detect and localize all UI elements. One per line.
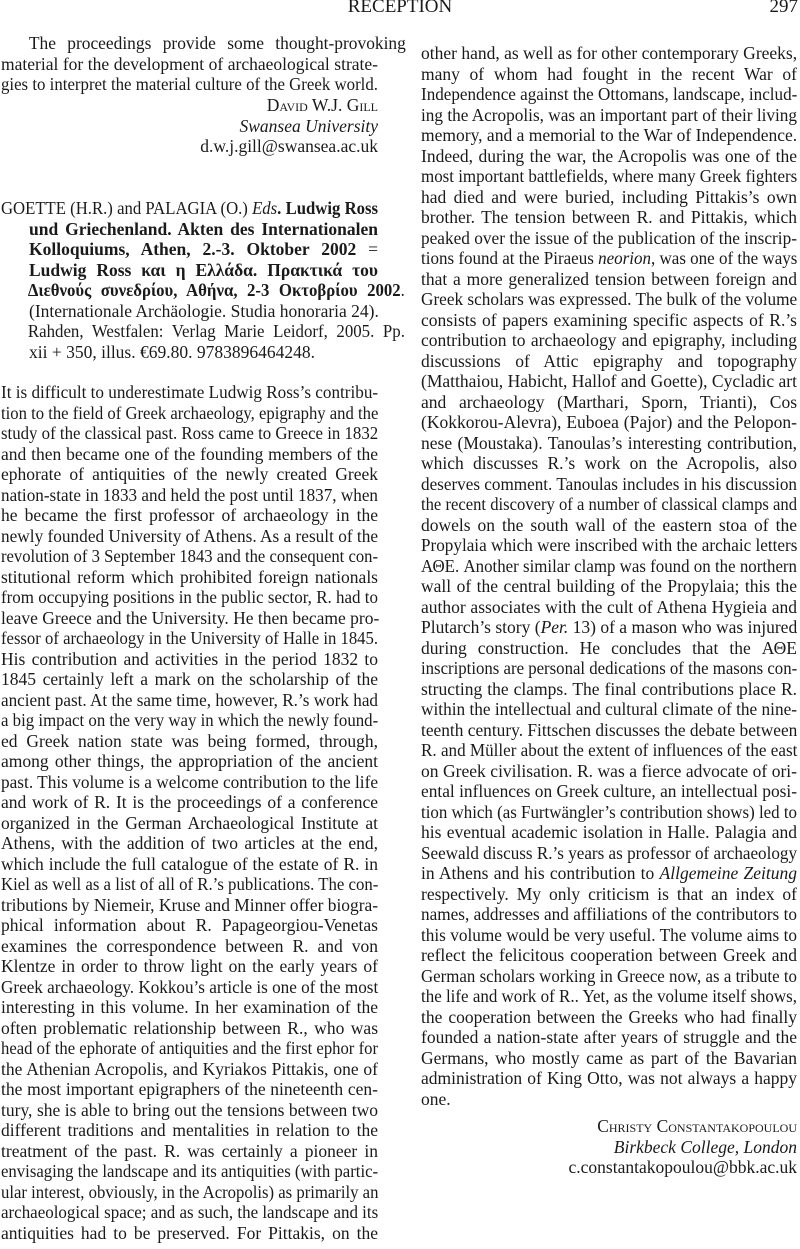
text-line: deserves comment. Tanoulas includes in his discussion	[421, 473, 797, 494]
text-segment: Kolloquiums, Athen, 2.-3. Oktober 2002	[29, 239, 357, 259]
text-line: (Matthaiou, Habicht, Hallof and Goette), Cycladic art	[421, 371, 797, 391]
text-segment: Ludwig Ross και η Ελλάδα. Πρακτικά του	[29, 259, 378, 280]
text-line	[1, 239, 378, 260]
text-line: newly founded University of Athens. As a result of the	[1, 525, 379, 546]
text-line: and then became one of the founding members of the	[1, 443, 378, 464]
text-line: the Athenian Acropolis, and Kyriakos Pittakis, one of	[1, 1058, 378, 1079]
text-line: interesting in this volume. In her examination of the	[1, 997, 378, 1017]
text-line	[421, 248, 797, 269]
text-line: the most important epigraphers of the nineteenth cen-	[1, 1079, 378, 1099]
text-line: reflect the felicitous cooperation between Greek and	[421, 945, 797, 965]
text-line: fessor of archaeology in the University of Halle in 1845.	[1, 628, 378, 648]
text-line: memory, and a memorial to the War of Independence.	[421, 125, 798, 145]
text-line: ing the Acropolis, was an important part of their living	[421, 104, 798, 125]
text-line: German scholars working in Greece now, as a tribute to	[421, 965, 797, 986]
text-line: Greek scholars was expressed. The bulk of the volume	[421, 289, 798, 309]
text-segment: =	[356, 239, 379, 259]
text-line: and archaeology (Marthari, Sporn, Trianti), Cos	[421, 391, 797, 412]
text-line: he became the first professor of archaeology in the	[1, 505, 378, 525]
text-line: The proceedings provide some thought-provoking	[28, 33, 406, 53]
text-segment: 13) of a mason who was injured	[568, 617, 798, 637]
text-line: discussions of Attic epigraphy and topography	[421, 350, 797, 371]
text-line: Independence against the Ottomans, landscape, includ-	[421, 84, 798, 104]
text-line: a big impact on the very way in which the newly found-	[1, 710, 379, 730]
text-line: peaked over the issue of the publication of the inscrip-	[421, 227, 797, 248]
reviewer-affiliation: Birkbeck College, London	[613, 1136, 797, 1157]
text-line: Athens, with the addition of two articles at the end,	[1, 833, 378, 853]
text-line: consists of papers examining specific aspects of R.’s	[421, 309, 797, 330]
text-segment: GOETTE (H.R.) and PALAGIA (O.)	[1, 198, 253, 218]
text-line: envisaging the landscape and its antiquities (with partic-	[1, 1161, 379, 1181]
text-line: one.	[421, 1088, 451, 1109]
text-line: tion which (as Furtwängler’s contribution shows) led to	[421, 801, 797, 822]
text-segment: . Ludwig Ross	[277, 198, 378, 218]
text-line: structing the clamps. The final contributions place R.	[421, 678, 797, 699]
text-segment: tions found at the Piraeus	[421, 248, 599, 268]
text-line: this volume would be very useful. The volume aims to	[421, 924, 797, 945]
text-line: most important battlefields, where many Greek fighters	[421, 166, 798, 186]
text-line: nation-state in 1833 and held the post until 1837, when	[1, 484, 378, 505]
review-signature-gill	[1, 95, 378, 157]
text-line: R. and Müller about the extent of influences of the east	[421, 740, 798, 760]
text-line: Klentze in order to throw light on the early years of	[1, 956, 378, 976]
text-line: many of whom had fought in the recent War of	[421, 63, 797, 84]
text-line: inscriptions are personal dedications of the masons con-	[421, 658, 798, 678]
reviewer-affiliation: Swansea University	[239, 115, 378, 136]
running-head: RECEPTION	[347, 0, 453, 17]
text-line: had died and were buried, including Pittakis’s own	[421, 186, 797, 207]
text-line: often problematic relationship between R., who was	[1, 1017, 378, 1038]
text-line: material for the development of archaeological strate-	[1, 53, 378, 74]
review-body-right-column	[421, 43, 797, 1109]
text-line	[421, 617, 797, 638]
text-segment: Per.	[540, 617, 569, 637]
text-line: which discusses R.’s work on the Acropolis, also	[421, 453, 797, 473]
text-line: Germans, who mostly came as part of the Bavarian	[421, 1047, 797, 1068]
text-line: Kiel as well as a list of all of R.’s publications. The con-	[1, 874, 379, 894]
text-line: founded a nation-state after years of struggle and the	[421, 1027, 797, 1047]
text-segment: Διεθνούς συνεδρίου, Αθήνα, 2-3 Οκτοβρίου 2002	[27, 280, 401, 300]
text-line: which include the full catalogue of the estate of R. in	[1, 853, 378, 874]
text-line	[1, 280, 405, 301]
text-line: on Greek civilisation. R. was a fierce advocate of ori-	[421, 760, 797, 781]
text-line	[1, 198, 378, 219]
text-line: ed Greek nation state was being formed, through,	[1, 730, 378, 751]
text-line: brother. The tension between R. and Pittakis, which	[421, 207, 797, 227]
text-line: during construction. He concludes that the ΑΘΕ	[421, 637, 797, 658]
text-line: phical information about R. Papageorgiou-Venetas	[1, 915, 378, 935]
text-line: within the intellectual and cultural climate of the nine-	[421, 699, 797, 719]
text-line: Rahden, Westfalen: Verlag Marie Leidorf, 2005. Pp.	[27, 321, 405, 341]
text-segment: und Griechenland. Akten des Internationalen	[29, 218, 378, 239]
text-line: ephorate of antiquities of the newly created Greek	[1, 464, 378, 484]
text-line	[1, 219, 378, 240]
text-line: Propylaia which were inscribed with the archaic letters	[421, 535, 798, 555]
text-line: ΑΘΕ. Another similar clamp was found on the northern	[421, 555, 797, 576]
text-line: his eventual academic isolation in Halle. Palagia and	[421, 822, 797, 842]
text-line: respectively. My only criticism is that an index of	[421, 883, 797, 904]
text-line: administration of King Otto, was not always a happy	[421, 1068, 797, 1088]
text-line	[421, 863, 797, 884]
text-line: past. This volume is a welcome contribution to the life	[1, 771, 378, 792]
text-line: and work of R. It is the proceedings of a conference	[1, 792, 378, 812]
text-line: gies to interpret the material culture of the Greek world.	[1, 74, 378, 94]
text-line: the cooperation between the Greeks who had finally	[421, 1006, 797, 1027]
text-segment: , was one of the ways	[650, 248, 798, 268]
text-line: (Internationale Archäologie. Studia honoraria 24).	[29, 300, 379, 321]
text-line: the life and work of R.. Yet, as the volume itself shows,	[421, 986, 797, 1006]
text-line: that a more generalized tension between foreign and	[421, 268, 797, 289]
text-line: author associates with the cult of Athena Hygieia and	[421, 596, 797, 617]
text-line: tury, she is able to bring out the tensions between two	[1, 1099, 378, 1120]
text-segment: Allgemeine Zeitung	[659, 863, 797, 883]
text-line: different traditions and mentalities in relation to the	[1, 1120, 378, 1140]
reviewer-email: d.w.j.gill@swansea.ac.uk	[200, 136, 378, 156]
text-segment: neorion	[598, 248, 651, 268]
text-line: Seewald discuss R.’s years as professor of archaeology	[421, 842, 797, 863]
review-signature-constantakopoulou	[421, 1116, 797, 1178]
review-body-left-column	[1, 382, 378, 1243]
reviewer-name: Christy Constantakopoulou	[597, 1116, 797, 1136]
text-line: treatment of the past. R. was certainly a pioneer in	[1, 1140, 378, 1161]
text-line: ental influences on Greek culture, an intellectual posi-	[421, 781, 798, 801]
text-line: Indeed, during the war, the Acropolis was one of the	[421, 145, 797, 166]
text-line: stitutional reform which prohibited foreign nationals	[1, 566, 378, 587]
text-line: revolution of 3 September 1843 and the consequent con-	[1, 546, 378, 566]
text-line: ular interest, obviously, in the Acropolis) as primarily an	[1, 1181, 379, 1202]
reviewer-name: David W.J. Gill	[266, 95, 378, 115]
page-number: 297	[769, 0, 798, 17]
text-segment: .	[400, 280, 405, 300]
text-line: archaeological space; and as such, the landscape and its	[1, 1202, 379, 1222]
text-line: names, addresses and affiliations of the contributors to	[421, 904, 797, 924]
text-line: examines the correspondence between R. and von	[1, 935, 378, 956]
text-line: dowels on the south wall of the eastern stoa of the	[421, 514, 797, 535]
text-line: tributions by Niemeir, Kruse and Minner offer biogra-	[1, 894, 379, 915]
reviewer-email: c.constantakopoulou@bbk.ac.uk	[568, 1157, 797, 1177]
text-line: It is difficult to underestimate Ludwig Ross’s contribu-	[1, 382, 379, 402]
text-line: teenth century. Fittschen discusses the debate between	[421, 719, 798, 740]
text-line: the recent discovery of a number of classical clamps and	[421, 494, 798, 514]
bibliographic-entry	[1, 198, 405, 362]
text-line: 1845 certainly left a mark on the scholarship of the	[1, 669, 378, 689]
text-line: His contribution and activities in the period 1832 to	[1, 648, 378, 669]
text-segment: Plutarch’s story (	[421, 617, 541, 637]
text-line: contribution to archaeology and epigraphy, including	[421, 330, 797, 350]
text-line: other hand, as well as for other contemporary Greeks,	[421, 43, 798, 63]
text-line: head of the ephorate of antiquities and the first ephor for	[1, 1038, 378, 1058]
text-line: (Kokkorou-Alevra), Euboea (Pajor) and the Pelopon-	[421, 412, 797, 432]
text-line: ancient past. At the same time, however, R.’s work had	[1, 689, 378, 710]
text-line: leave Greece and the University. He then became pro-	[1, 607, 380, 628]
text-line: tion to the field of Greek archaeology, epigraphy and the	[1, 402, 379, 423]
text-segment: in Athens and his contribution to	[421, 863, 660, 883]
text-line: wall of the central building of the Propylaia; this the	[421, 576, 797, 596]
text-line: from occupying positions in the public sector, R. had to	[1, 587, 378, 607]
text-line	[1, 260, 378, 281]
text-line: organized in the German Archaeological Institute at	[1, 812, 378, 833]
text-segment: Eds	[252, 198, 278, 218]
text-line: among other things, the appropriation of the ancient	[1, 751, 378, 771]
text-line: nese (Moustaka). Tanoulas’s interesting contribution,	[421, 432, 797, 453]
text-line: xii + 350, illus. €69.80. 9783896464248.	[29, 341, 315, 362]
text-line: antiquities had to be preserved. For Pittakis, on the	[1, 1222, 378, 1243]
text-line: study of the classical past. Ross came to Greece in 1832	[1, 423, 379, 443]
intro-paragraph	[1, 33, 406, 95]
text-line: Greek archaeology. Kokkou’s article is one of the most	[1, 976, 379, 997]
